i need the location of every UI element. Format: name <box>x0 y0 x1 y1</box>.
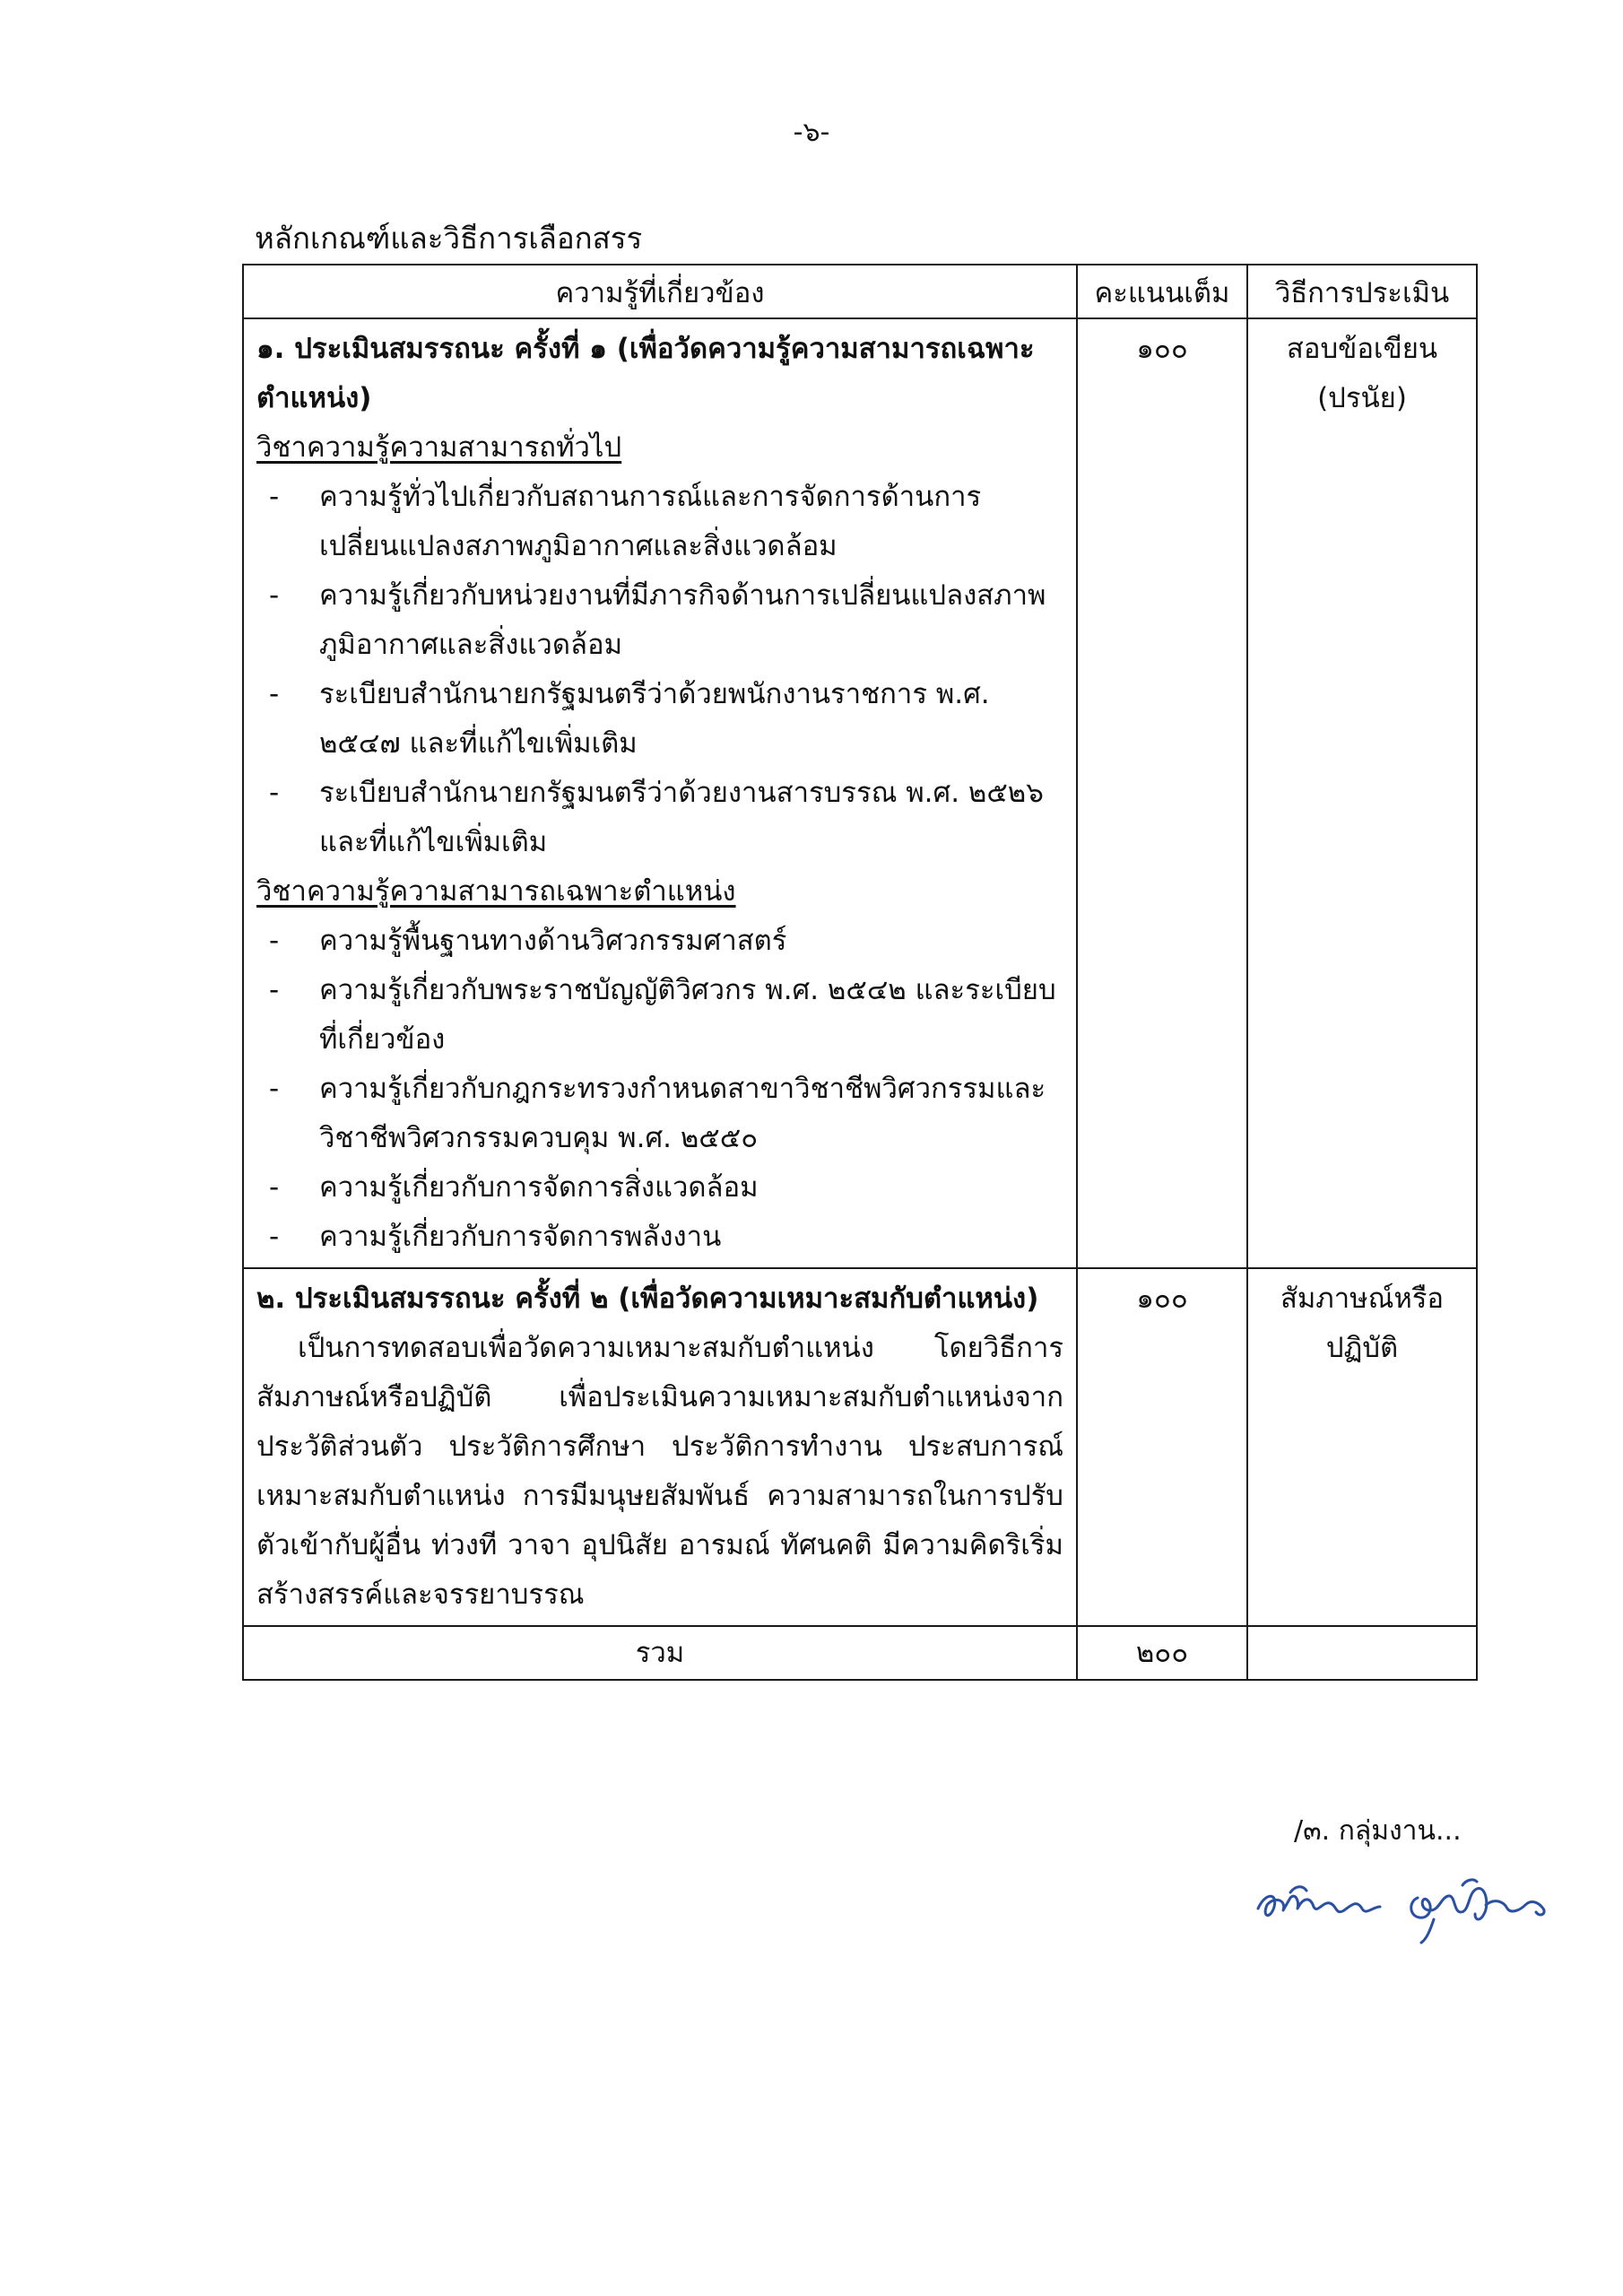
section-1-method-cell <box>1247 318 1477 1268</box>
list-item <box>256 917 1063 966</box>
list-item <box>256 670 1063 769</box>
list-item <box>256 1065 1063 1163</box>
total-label: รวม <box>243 1626 1077 1680</box>
section-2-title: ๒. ประเมินสมรรถนะ ครั้งที่ ๒ (เพื่อวัดความเหมาะสมกับตำแหน่ง) <box>256 1283 1039 1315</box>
dash-bullet: - <box>269 579 280 612</box>
list-item-text: ความรู้เกี่ยวกับพระราชบัญญัติวิศวกร พ.ศ. ๒๕๔๒ และระเบียบที่เกี่ยวข้อง <box>319 974 1056 1056</box>
dash-bullet: - <box>269 974 280 1006</box>
total-score: ๒๐๐ <box>1077 1626 1247 1680</box>
list-item-text: ระเบียบสำนักนายกรัฐมนตรีว่าด้วยงานสารบรรณ พ.ศ. ๒๕๒๖ และที่แก้ไขเพิ่มเติม <box>319 777 1044 858</box>
list-item <box>256 571 1063 670</box>
dash-bullet: - <box>269 925 280 957</box>
section-1-title: ๑. ประเมินสมรรถนะ ครั้งที่ ๑ (เพื่อวัดความรู้ความสามารถเฉพาะตำแหน่ง) <box>256 333 1035 414</box>
dash-bullet: - <box>269 1171 280 1204</box>
table-row-section-1 <box>243 318 1477 1268</box>
dash-bullet: - <box>269 481 280 513</box>
list-item-text: ความรู้เกี่ยวกับการจัดการสิ่งแวดล้อม <box>319 1171 759 1204</box>
section-2-method-line-1: สัมภาษณ์หรือ <box>1280 1283 1445 1315</box>
section-2-method-cell <box>1247 1268 1477 1626</box>
table-header-row <box>243 265 1477 318</box>
list-item-text: ความรู้เกี่ยวกับกฎกระทรวงกำหนดสาขาวิชาชีพวิศวกรรมและวิชาชีพวิศวกรรมควบคุม พ.ศ. ๒๕๕๐ <box>319 1073 1046 1154</box>
list-item <box>256 1213 1063 1262</box>
list-item-text: ระเบียบสำนักนายกรัฐมนตรีว่าด้วยพนักงานราชการ พ.ศ. ๒๕๔๗ และที่แก้ไขเพิ่มเติม <box>319 678 990 760</box>
section-2-description: เป็นการทดสอบเพื่อวัดความเหมาะสมกับตำแหน่ง โดยวิธีการสัมภาษณ์หรือปฏิบัติ เพื่อประเมินความเหมาะสมกับตำแหน่งจากประวัติส่วนตัว ประวัติการศึกษา ประวัติการทำงาน ประสบการณ์เหมาะสมกับตำแหน่ง การมีมนุษยสัมพันธ์ ความสามารถในการปรับตัวเข้ากับผู้อื่น ท่วงที วาจา อุปนิสัย อารมณ์ ทัศนคติ มีความคิดริเริ่มสร้างสรรค์และจรรยาบรรณ <box>256 1332 1063 1611</box>
page-number: -๖- <box>793 117 830 148</box>
list-item-text: ความรู้เกี่ยวกับหน่วยงานที่มีภารกิจด้านการเปลี่ยนแปลงสภาพภูมิอากาศและสิ่งแวดล้อม <box>319 579 1046 661</box>
list-item-text: ความรู้พื้นฐานทางด้านวิศวกรรมศาสตร์ <box>319 925 787 957</box>
table-row-section-2 <box>243 1268 1477 1626</box>
document-heading: หลักเกณฑ์และวิธีการเลือกสรร <box>255 221 643 256</box>
header-knowledge: ความรู้ที่เกี่ยวข้อง <box>243 265 1077 318</box>
selection-criteria-table <box>242 264 1478 1681</box>
section-2-method-line-2: ปฏิบัติ <box>1325 1332 1399 1364</box>
dash-bullet: - <box>269 1221 280 1253</box>
continuation-note: /๓. กลุ่มงาน... <box>1294 1815 1462 1847</box>
list-item <box>256 473 1063 571</box>
header-score: คะแนนเต็ม <box>1077 265 1247 318</box>
dash-bullet: - <box>269 678 280 710</box>
dash-bullet: - <box>269 1073 280 1105</box>
specific-knowledge-heading: วิชาความรู้ความสามารถเฉพาะตำแหน่ง <box>256 875 736 908</box>
general-knowledge-heading: วิชาความรู้ความสามารถทั่วไป <box>256 431 622 464</box>
section-1-method-line-2: (ปรนัย) <box>1317 382 1407 414</box>
dash-bullet: - <box>269 777 280 809</box>
total-method <box>1247 1626 1477 1680</box>
section-1-method-line-1: สอบข้อเขียน <box>1286 333 1438 365</box>
list-item <box>256 966 1063 1065</box>
section-1-knowledge-cell <box>243 318 1077 1268</box>
table-row-total <box>243 1626 1477 1680</box>
list-item <box>256 769 1063 867</box>
signature-image <box>1251 1866 1556 1946</box>
section-1-score: ๑๐๐ <box>1077 318 1247 1268</box>
list-item-text: ความรู้ทั่วไปเกี่ยวกับสถานการณ์และการจัดการด้านการเปลี่ยนแปลงสภาพภูมิอากาศและสิ่งแวดล้อม <box>319 481 982 562</box>
header-method: วิธีการประเมิน <box>1247 265 1477 318</box>
section-2-score: ๑๐๐ <box>1077 1268 1247 1626</box>
section-2-knowledge-cell <box>243 1268 1077 1626</box>
list-item-text: ความรู้เกี่ยวกับการจัดการพลังงาน <box>319 1221 722 1253</box>
list-item <box>256 1163 1063 1213</box>
